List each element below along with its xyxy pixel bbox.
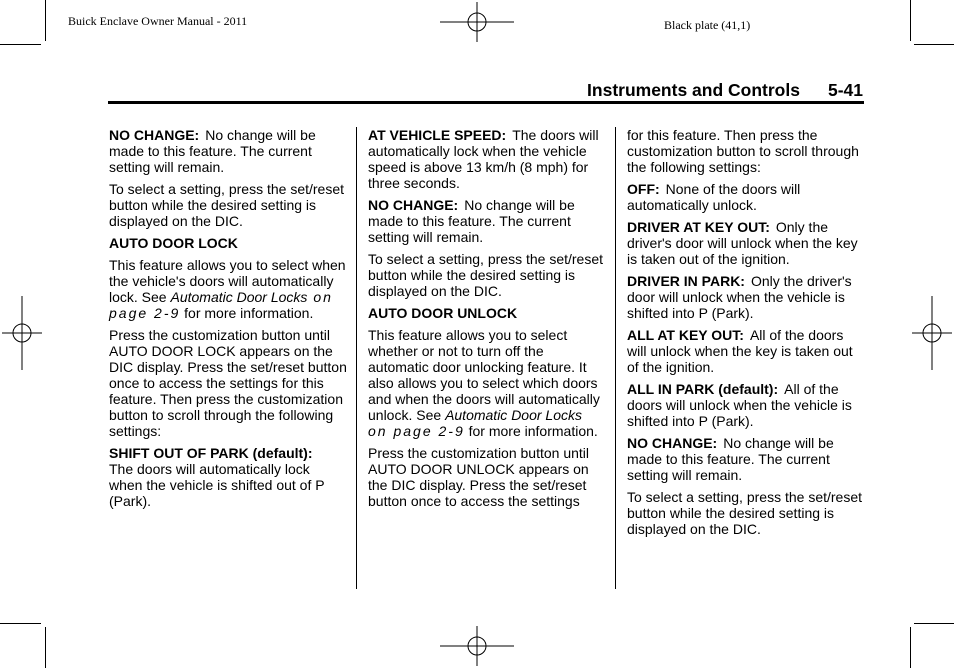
paragraph-off: [627, 181, 865, 213]
registration-mark-bottom-icon: [440, 626, 514, 666]
column-3: [627, 127, 865, 543]
page-number: 5-41: [827, 80, 863, 100]
print-meta-manual: Buick Enclave Owner Manual - 2011: [68, 14, 248, 28]
setting-text: The doors will automatically lock when the vehicle is shifted out of P (Park).: [109, 461, 325, 509]
setting-label: NO CHANGE:: [627, 435, 718, 451]
page-reference-link[interactable]: 2-9: [438, 423, 465, 439]
paragraph-shift-out-of-park: [109, 445, 347, 509]
paragraph-no-change: [627, 435, 865, 483]
paragraph-feature-description: [109, 257, 347, 321]
on-page-text: on page: [109, 289, 333, 321]
body-text: This feature allows you to select when the vehicle's doors will automatically lock. See: [109, 257, 346, 305]
cross-reference-link[interactable]: Automatic Door Locks: [170, 289, 308, 305]
page-reference-link[interactable]: 2-9: [154, 305, 181, 321]
body-text-tail: for more information.: [464, 423, 598, 439]
on-page-text: on page: [368, 423, 439, 439]
crop-mark-br-h: [914, 623, 954, 624]
setting-label: ALL AT KEY OUT:: [627, 327, 744, 343]
setting-label: DRIVER IN PARK:: [627, 273, 745, 289]
setting-text: All of the doors will unlock when the vehicle is shifted into P (Park).: [627, 381, 852, 429]
section-heading-auto-door-lock: AUTO DOOR LOCK: [109, 235, 238, 251]
paragraph-no-change: [109, 127, 347, 175]
setting-text: The doors will automatically lock when the vehicle speed is above 13 km/h (8 mph) for three seconds.: [368, 127, 599, 191]
paragraph-select-setting: To select a setting, press the set/reset button while the desired setting is displayed on the DIC.: [627, 489, 863, 537]
crop-mark-bl-h: [0, 623, 41, 624]
crop-mark-tl-h: [0, 44, 41, 45]
setting-text: Only the driver's door will unlock when the vehicle is shifted into P (Park).: [627, 273, 852, 321]
setting-text: None of the doors will automatically unlock.: [627, 181, 801, 213]
setting-text: No change will be made to this feature. The current setting will remain.: [109, 127, 316, 175]
setting-label: SHIFT OUT OF PARK (default):: [109, 445, 313, 461]
paragraph-all-at-key-out: [627, 327, 865, 375]
paragraph-select-setting: To select a setting, press the set/reset button while the desired setting is displayed on the DIC.: [109, 181, 345, 229]
cross-reference-link[interactable]: Automatic Door Locks: [445, 407, 583, 423]
crop-mark-br-v: [910, 627, 911, 668]
paragraph-instructions: Press the customization button until AUTO DOOR LOCK appears on the DIC display. Press the set/reset button once to access the settings for this feature. Then press the customization button to scroll through the following settings:: [109, 327, 347, 439]
crop-mark-tr-v: [910, 0, 911, 41]
setting-text: No change will be made to this feature. The current setting will remain.: [627, 435, 834, 483]
setting-text: All of the doors will unlock when the key is taken out of the ignition.: [627, 327, 853, 375]
section-header: [560, 80, 863, 101]
paragraph-instructions: Press the customization button until AUTO DOOR UNLOCK appears on the DIC display. Press the set/reset button once to access the settings: [368, 445, 590, 509]
column-2: [368, 127, 606, 515]
setting-text: Only the driver's door will unlock when the key is taken out of the ignition.: [627, 219, 858, 267]
registration-mark-top-icon: [440, 2, 514, 42]
registration-mark-left-icon: [2, 296, 42, 370]
paragraph-driver-at-key-out: [627, 219, 865, 267]
paragraph-at-vehicle-speed: [368, 127, 606, 191]
body-text-tail: for more information.: [180, 305, 314, 321]
setting-label: NO CHANGE:: [109, 127, 200, 143]
crop-mark-tr-h: [914, 44, 954, 45]
body-text: This feature allows you to select whether or not to turn off the automatic door unlocking feature. It also allows you to select which doors and when the doors will automatically unlock. See: [368, 327, 600, 423]
paragraph-all-in-park: [627, 381, 865, 429]
section-title: Instruments and Controls: [587, 80, 800, 100]
crop-mark-tl-v: [45, 0, 46, 41]
column-divider-2: [615, 127, 616, 589]
paragraph-continued-instructions: for this feature. Then press the customization button to scroll through the following settings:: [627, 127, 859, 175]
setting-label: OFF:: [627, 181, 660, 197]
column-1: [109, 127, 347, 515]
setting-text: No change will be made to this feature. The current setting will remain.: [368, 197, 575, 245]
paragraph-feature-description: [368, 327, 606, 439]
paragraph-select-setting: To select a setting, press the set/reset button while the desired setting is displayed on the DIC.: [368, 251, 604, 299]
setting-label: NO CHANGE:: [368, 197, 459, 213]
header-rule: [108, 101, 864, 104]
setting-label: AT VEHICLE SPEED:: [368, 127, 507, 143]
crop-mark-bl-v: [45, 627, 46, 668]
setting-label: DRIVER AT KEY OUT:: [627, 219, 770, 235]
section-heading-auto-door-unlock: AUTO DOOR UNLOCK: [368, 305, 518, 321]
setting-label: ALL IN PARK (default):: [627, 381, 779, 397]
paragraph-driver-in-park: [627, 273, 865, 321]
print-meta-plate: Black plate (41,1): [664, 18, 751, 32]
column-divider-1: [356, 127, 357, 589]
paragraph-no-change: [368, 197, 606, 245]
registration-mark-right-icon: [912, 296, 952, 370]
